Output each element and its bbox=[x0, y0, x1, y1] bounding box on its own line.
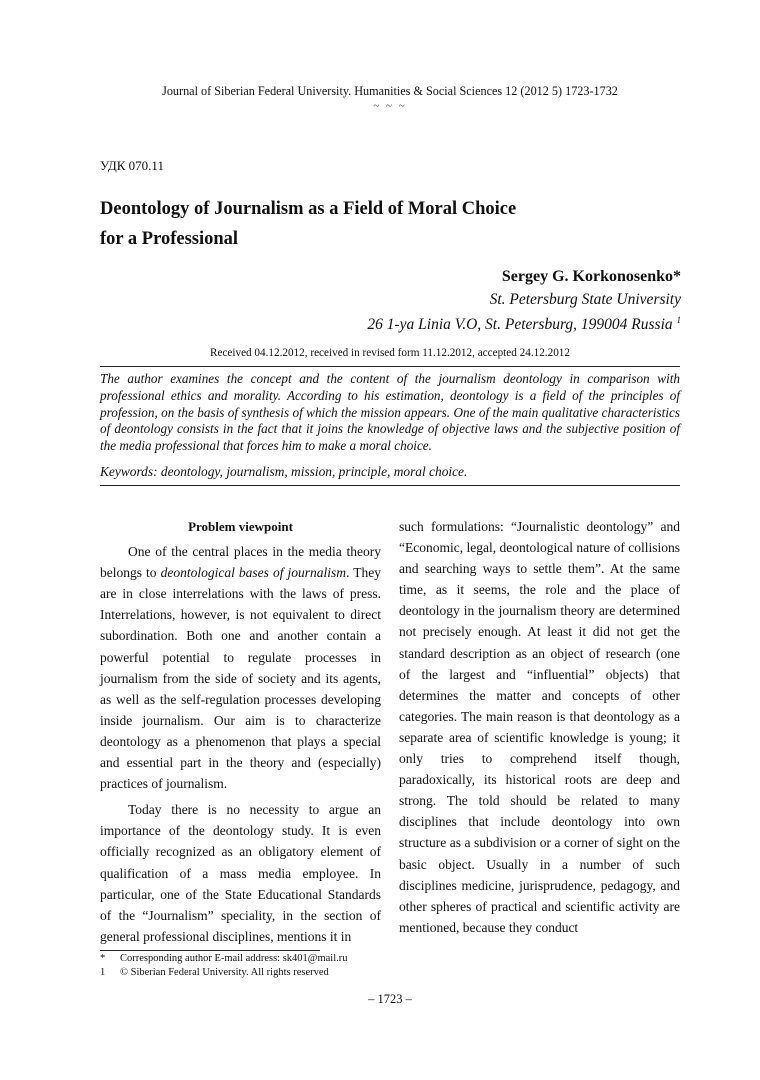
abstract: The author examines the concept and the content of the journalism deontology in comparison with professional ethics and morality. According to his estimation, deontology is a field of the principles of profession, on the basis of synthesis of which the mission appears. One of the main qualitative characteristics of deontology consists in the fact that it joins the knowledge of objective laws and the subjective position of the media professional that forces him to make a moral choice. bbox=[100, 371, 680, 454]
abstract-top-rule bbox=[100, 366, 680, 367]
paragraph-3: such formulations: “Journalistic deontology” and “Economic, legal, deontological nature of collisions and searching ways to settle them”. At the same time, as it seems, the role and the place of deontology in the journalism theory are determined not precisely enough. At least it did not get the standard description as an object of research (one of the largest and “influential” objects) that determines the matter and concepts of other categories. The main reason is that deontology as a separate area of scientific knowledge is young; it only tries to comprehend itself though, paradoxically, its historical roots are deep and strong. The told should be related to many disciplines that include deontology into own structure as a subdivision or a corner of sight on the basic object. Usually in a number of such disciplines medicine, jurisprudence, pedagogy, and other spheres of practical and scientific activity are mentioned, because they conduct bbox=[399, 519, 680, 935]
author-address: 26 1-ya Linia V.O, St. Petersburg, 199004 Russia bbox=[367, 316, 673, 334]
paragraph-2: Today there is no necessity to argue an importance of the deontology study. It is even officially recognized as an obligatory element of qualification of a mass media employee. In particular, one of the State Educational Standards of the “Journalism” speciality, in the section of general professional disciplines, mentions it in bbox=[100, 802, 381, 944]
page-number: – 1723 – bbox=[368, 992, 412, 1006]
title-line-1: Deontology of Journalism as a Field of Moral Choice bbox=[100, 199, 517, 219]
paragraph-1-emphasis: deontological bases of journalism bbox=[160, 565, 347, 581]
author-block bbox=[367, 265, 681, 335]
body-column-right bbox=[399, 516, 680, 938]
udk-code: УДК 070.11 bbox=[100, 158, 164, 173]
footnote-mark: 1 bbox=[100, 967, 106, 978]
footnote-copyright bbox=[100, 967, 329, 978]
footnote-rule bbox=[100, 950, 320, 951]
footnote-text: Corresponding author E-mail address: sk401@mail.ru bbox=[120, 953, 348, 964]
body-column-left bbox=[100, 516, 381, 947]
keywords: Keywords: deontology, journalism, mission, principle, moral choice. bbox=[100, 464, 468, 479]
paragraph-1 bbox=[100, 541, 381, 794]
author-address-line bbox=[367, 310, 681, 335]
footnote-corresponding-author bbox=[100, 953, 348, 964]
author-institution: St. Petersburg State University bbox=[489, 291, 681, 308]
journal-citation: Journal of Siberian Federal University. Humanities & Social Sciences 12 (2012 5) 1723-1732 bbox=[162, 84, 618, 98]
author-name: Sergey G. Korkonosenko* bbox=[501, 268, 681, 285]
footnote-text: © Siberian Federal University. All rights reserved bbox=[120, 967, 329, 978]
footnote-mark: * bbox=[100, 953, 106, 964]
paragraph-1-end: . They are in close interrelations with the laws of press. Interrelations, however, is not equivalent to direct subordination. Both one and another contain a powerful potential to regulate processes in journalism from the side of society and its agents, as well as the self-regulation processes developing inside journalism. Our aim is to characterize deontology as a phenomenon that plays a special and essential part in the theory and (especially) practices of journalism. bbox=[100, 565, 381, 792]
abstract-bottom-rule bbox=[100, 485, 680, 486]
received-dates: Received 04.12.2012, received in revised form 11.12.2012, accepted 24.12.2012 bbox=[210, 347, 570, 359]
address-footnote-mark: 1 bbox=[676, 315, 681, 325]
section-heading: Problem viewpoint bbox=[188, 519, 293, 534]
paragraph-1-start: One of the central places in the media theory belongs to bbox=[100, 544, 381, 581]
header-ornament: ~ ~ ~ bbox=[373, 100, 407, 112]
title-line-2: for a Professional bbox=[100, 229, 239, 249]
article-title bbox=[100, 194, 660, 254]
